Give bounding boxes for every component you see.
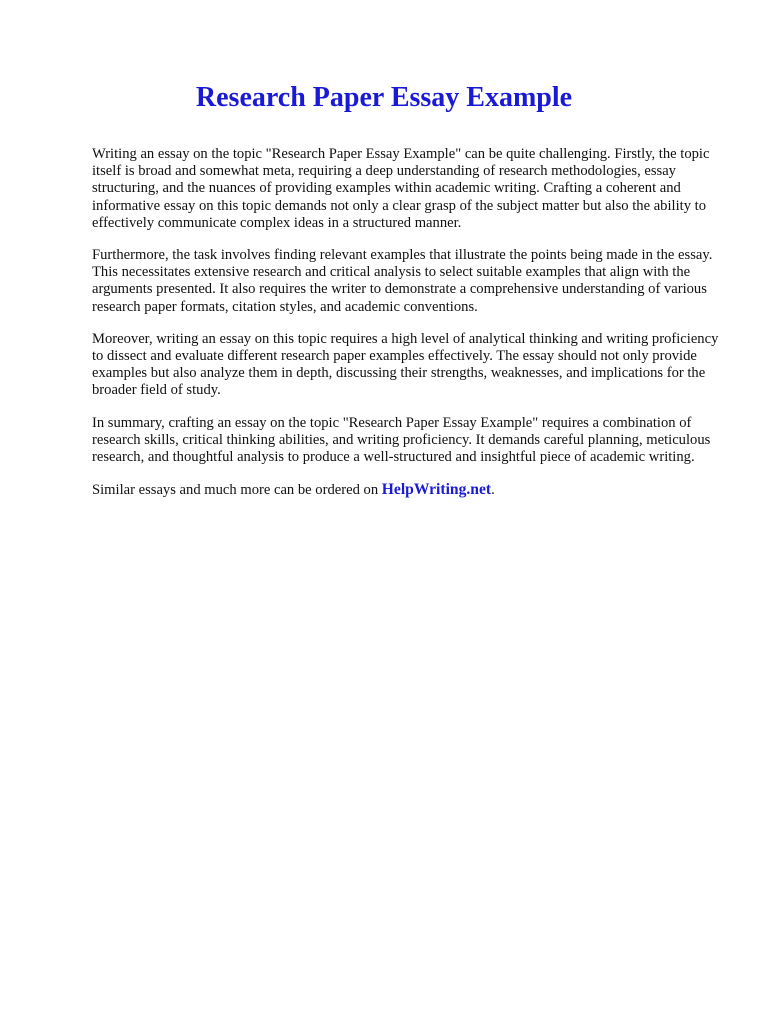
helpwriting-link[interactable]: HelpWriting.net [381, 481, 492, 499]
closing-line [92, 481, 722, 499]
document-body [92, 146, 722, 514]
closing-prefix: Similar essays and much more can be ordered on [92, 482, 382, 499]
closing-suffix: . [491, 482, 495, 499]
paragraph-3: Moreover, writing an essay on this topic requires a high level of analytical thinking and writing proficiency to dissect and evaluate different research paper examples effectively. The essay should not only provide examples but also analyze them in depth, discussing their strengths, weaknesses, and implications for the broader field of study. [92, 330, 719, 399]
paragraph-2: Furthermore, the task involves finding relevant examples that illustrate the points being made in the essay. This necessitates extensive research and critical analysis to select suitable examples that align with the arguments presented. It also requires the writer to demonstrate a comprehensive understanding of various research paper formats, citation styles, and academic conventions. [92, 247, 713, 315]
paragraph-4: In summary, crafting an essay on the topic "Research Paper Essay Example" requires a combination of research skills, critical thinking abilities, and writing proficiency. It demands careful planning, meticulous research, and thoughtful analysis to produce a well-structured and insightful piece of academic writing. [92, 414, 711, 466]
page-title: Research Paper Essay Example [195, 82, 573, 113]
paragraph-1: Writing an essay on the topic "Research Paper Essay Example" can be quite challenging. Firstly, the topic itself is broad and somewhat meta, requiring a deep understanding of research methodologies, essay structuring, and the nuances of providing examples within academic writing. Crafting a coherent and informative essay on this topic demands not only a clear grasp of the subject matter but also the ability to effectively communicate complex ideas in a structured manner. [92, 146, 710, 231]
